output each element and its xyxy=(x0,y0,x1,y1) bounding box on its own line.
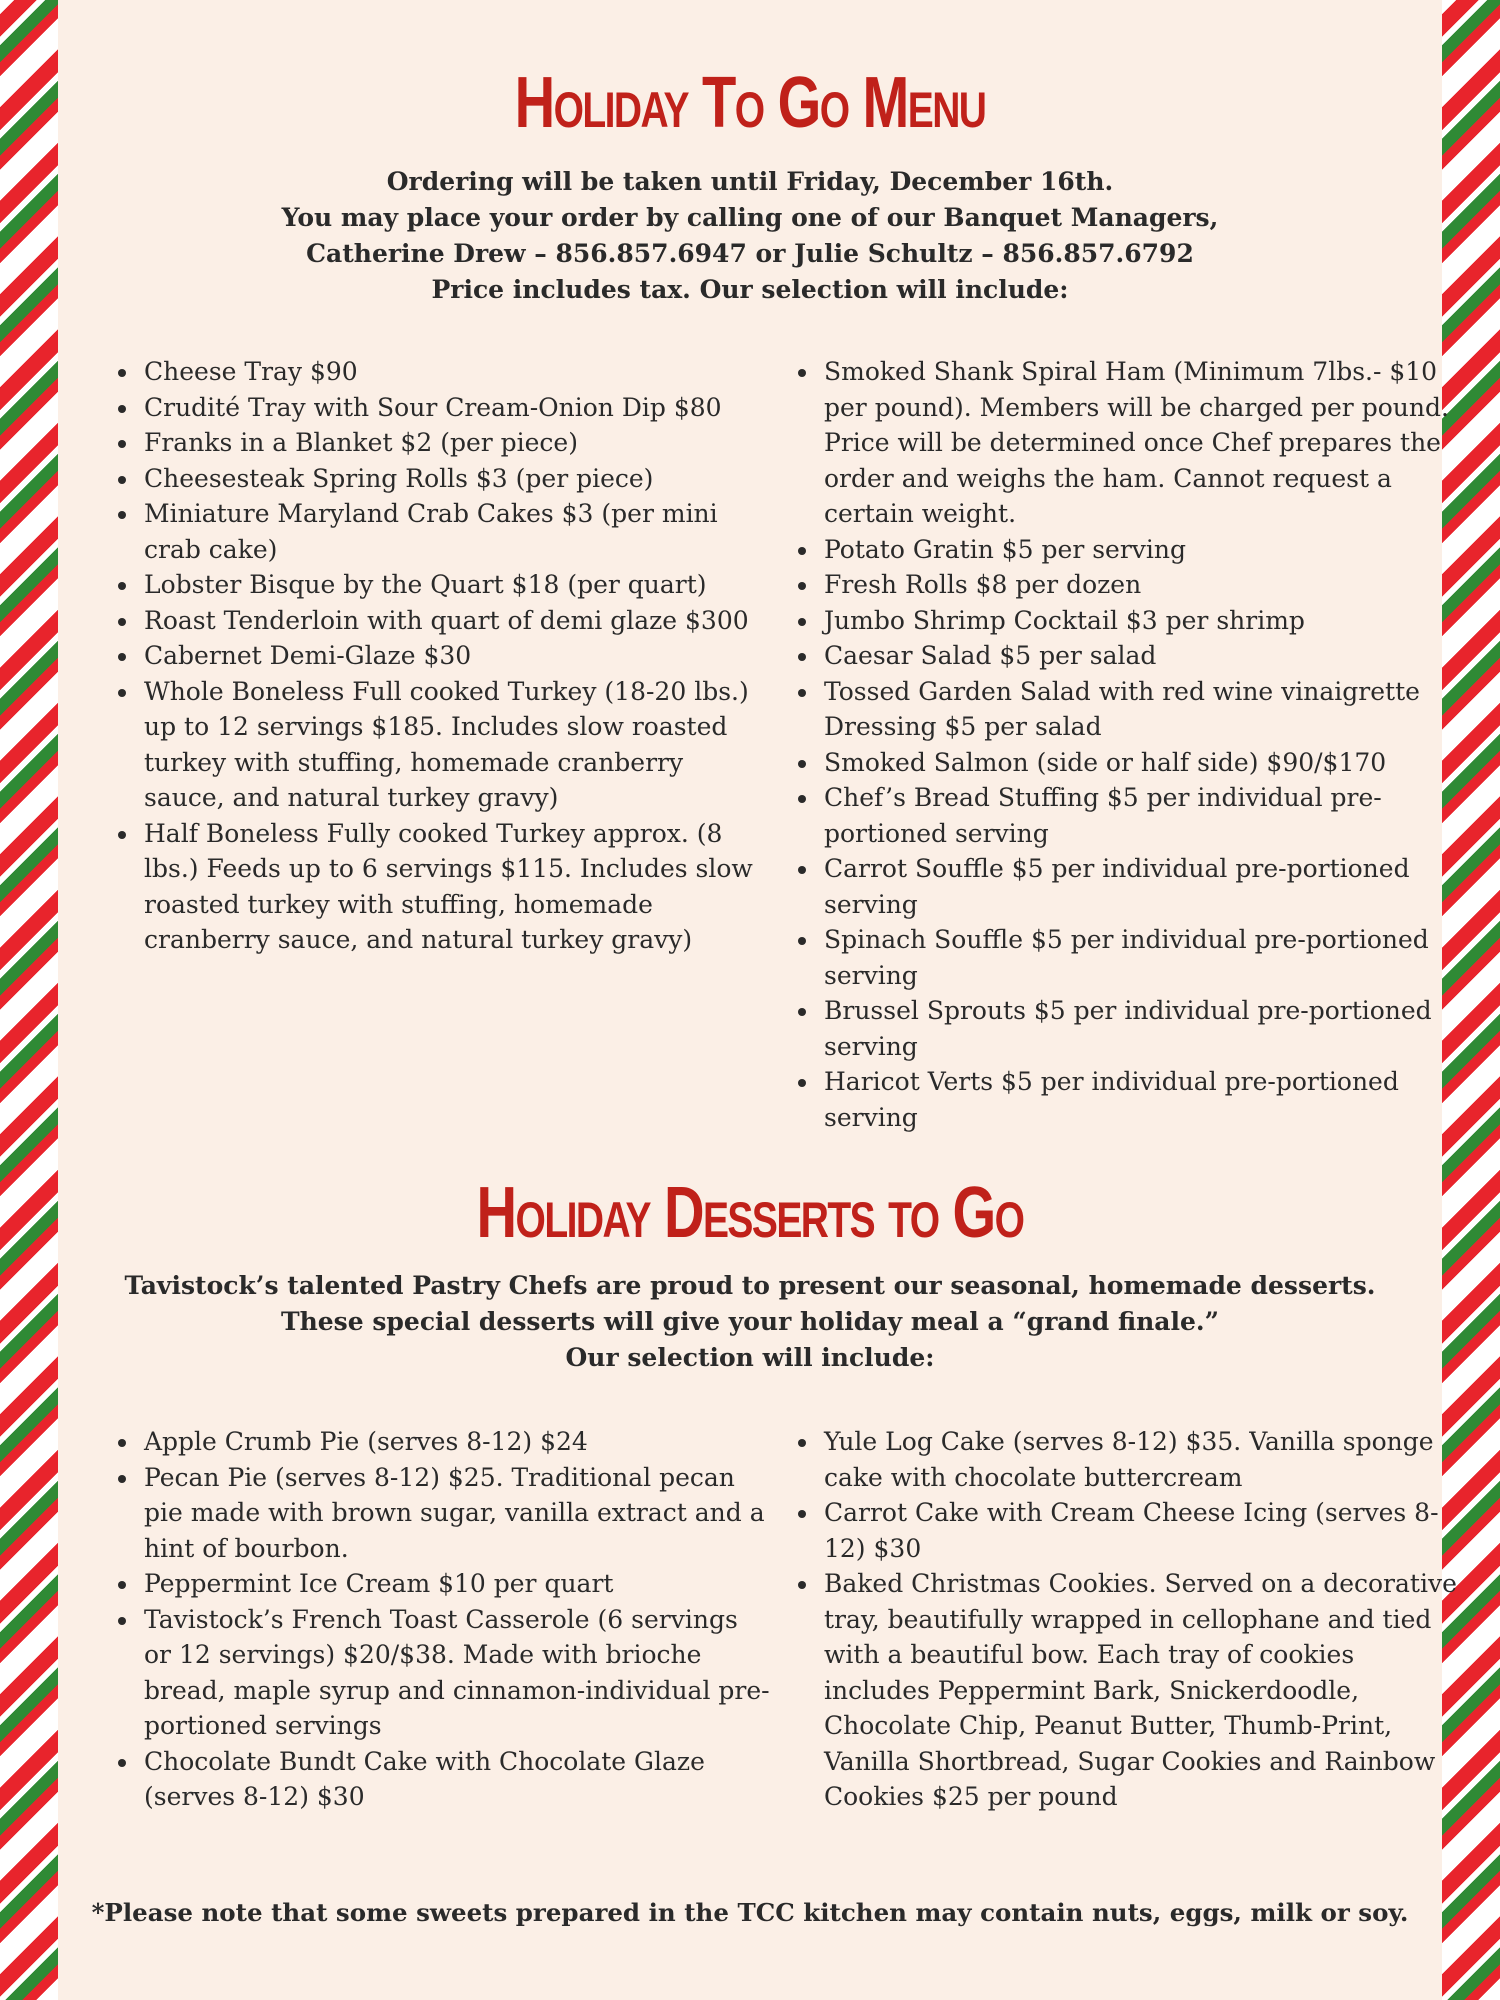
list-item: • Yule Log Cake (serves 8-12) $35. Vanilla sponge cake with chocolate buttercream xyxy=(820,1424,1460,1495)
list-item: • Tossed Garden Salad with red wine vinaigrette Dressing $5 per salad xyxy=(820,674,1460,745)
menu-list-right xyxy=(790,354,1460,1135)
list-item: • Miniature Maryland Crab Cakes $3 (per mini crab cake) xyxy=(140,496,770,567)
list-item: • Smoked Shank Spiral Ham (Minimum 7lbs.- $10 per pound). Members will be charged per pound. Price will be determined once Chef prepares the order and weighs the ham. Cannot request a certain weight. xyxy=(820,354,1460,532)
list-item: • Lobster Bisque by the Quart $18 (per quart) xyxy=(140,567,770,603)
list-item: • Half Boneless Fully cooked Turkey approx. (8 lbs.) Feeds up to 6 servings $115. Includes slow roasted turkey with stuffing, homemade cranberry sauce, and natural turkey gravy) xyxy=(140,816,770,958)
intro-line: You may place your order by calling one of our Banquet Managers, xyxy=(281,203,1219,232)
list-item: • Cabernet Demi-Glaze $30 xyxy=(140,638,770,674)
list-item: • Peppermint Ice Cream $10 per quart xyxy=(140,1566,770,1602)
list-item: • Baked Christmas Cookies. Served on a decorative tray, beautifully wrapped in cellophane and tied with a beautiful bow. Each tray of cookies includes Peppermint Bark, Snickerdoodle, Chocolate Chip, Peanut Butter, Thumb-Print, Vanilla Shortbread, Sugar Cookies and Rainbow Cookies $25 per pound xyxy=(820,1566,1460,1815)
list-item: • Fresh Rolls $8 per dozen xyxy=(820,567,1460,603)
list-item: • Haricot Verts $5 per individual pre-portioned serving xyxy=(820,1064,1460,1135)
candy-cane-border-left xyxy=(0,0,58,2000)
list-item: • Apple Crumb Pie (serves 8-12) $24 xyxy=(140,1424,770,1460)
desserts-title: Holiday Desserts to Go xyxy=(476,1173,1024,1253)
list-item: • Chef’s Bread Stuffing $5 per individual pre-portioned serving xyxy=(820,780,1460,851)
desserts-intro xyxy=(58,1268,1442,1376)
list-item: • Pecan Pie (serves 8-12) $25. Traditional pecan pie made with brown sugar, vanilla extract and a hint of bourbon. xyxy=(140,1460,770,1567)
list-item: • Potato Gratin $5 per serving xyxy=(820,532,1460,568)
list-item: • Caesar Salad $5 per salad xyxy=(820,638,1460,674)
list-item: • Cheese Tray $90 xyxy=(140,354,770,390)
allergy-footnote: *Please note that some sweets prepared in the TCC kitchen may contain nuts, eggs, milk or soy. xyxy=(91,1898,1409,1927)
intro-line: Ordering will be taken until Friday, December 16th. xyxy=(386,167,1114,196)
list-item: • Whole Boneless Full cooked Turkey (18-20 lbs.) up to 12 servings $185. Includes slow roasted turkey with stuffing, homemade cranberry sauce, and natural turkey gravy) xyxy=(140,674,770,816)
menu-list-left xyxy=(110,354,770,958)
intro-line: Price includes tax. Our selection will include: xyxy=(431,275,1069,304)
intro-line: Tavistock’s talented Pastry Chefs are proud to present our seasonal, homemade desserts. xyxy=(124,1271,1376,1300)
list-item: • Spinach Souffle $5 per individual pre-portioned serving xyxy=(820,922,1460,993)
list-item: • Chocolate Bundt Cake with Chocolate Glaze (serves 8-12) $30 xyxy=(140,1744,770,1815)
intro-line: These special desserts will give your holiday meal a “grand finale.” xyxy=(280,1307,1219,1336)
list-item: • Tavistock’s French Toast Casserole (6 servings or 12 servings) $20/$38. Made with brioche bread, maple syrup and cinnamon-individual pre-portioned servings xyxy=(140,1602,770,1744)
list-item: • Franks in a Blanket $2 (per piece) xyxy=(140,425,770,461)
list-item: • Jumbo Shrimp Cocktail $3 per shrimp xyxy=(820,603,1460,639)
list-item: • Cheesesteak Spring Rolls $3 (per piece) xyxy=(140,461,770,497)
list-item: • Carrot Souffle $5 per individual pre-portioned serving xyxy=(820,851,1460,922)
list-item: • Crudité Tray with Sour Cream-Onion Dip $80 xyxy=(140,390,770,426)
desserts-list-right xyxy=(790,1424,1460,1815)
menu-page xyxy=(58,0,1457,2000)
list-item: • Roast Tenderloin with quart of demi glaze $300 xyxy=(140,603,770,639)
intro-line: Our selection will include: xyxy=(565,1343,935,1372)
intro-line: Catherine Drew – 856.857.6947 or Julie Schultz – 856.857.6792 xyxy=(306,239,1194,268)
desserts-list-left xyxy=(110,1424,770,1815)
list-item: • Smoked Salmon (side or half side) $90/$170 xyxy=(820,745,1460,781)
menu-intro xyxy=(58,164,1442,308)
menu-title: Holiday To Go Menu xyxy=(514,63,986,143)
list-item: • Carrot Cake with Cream Cheese Icing (serves 8-12) $30 xyxy=(820,1495,1460,1566)
list-item: • Brussel Sprouts $5 per individual pre-portioned serving xyxy=(820,993,1460,1064)
